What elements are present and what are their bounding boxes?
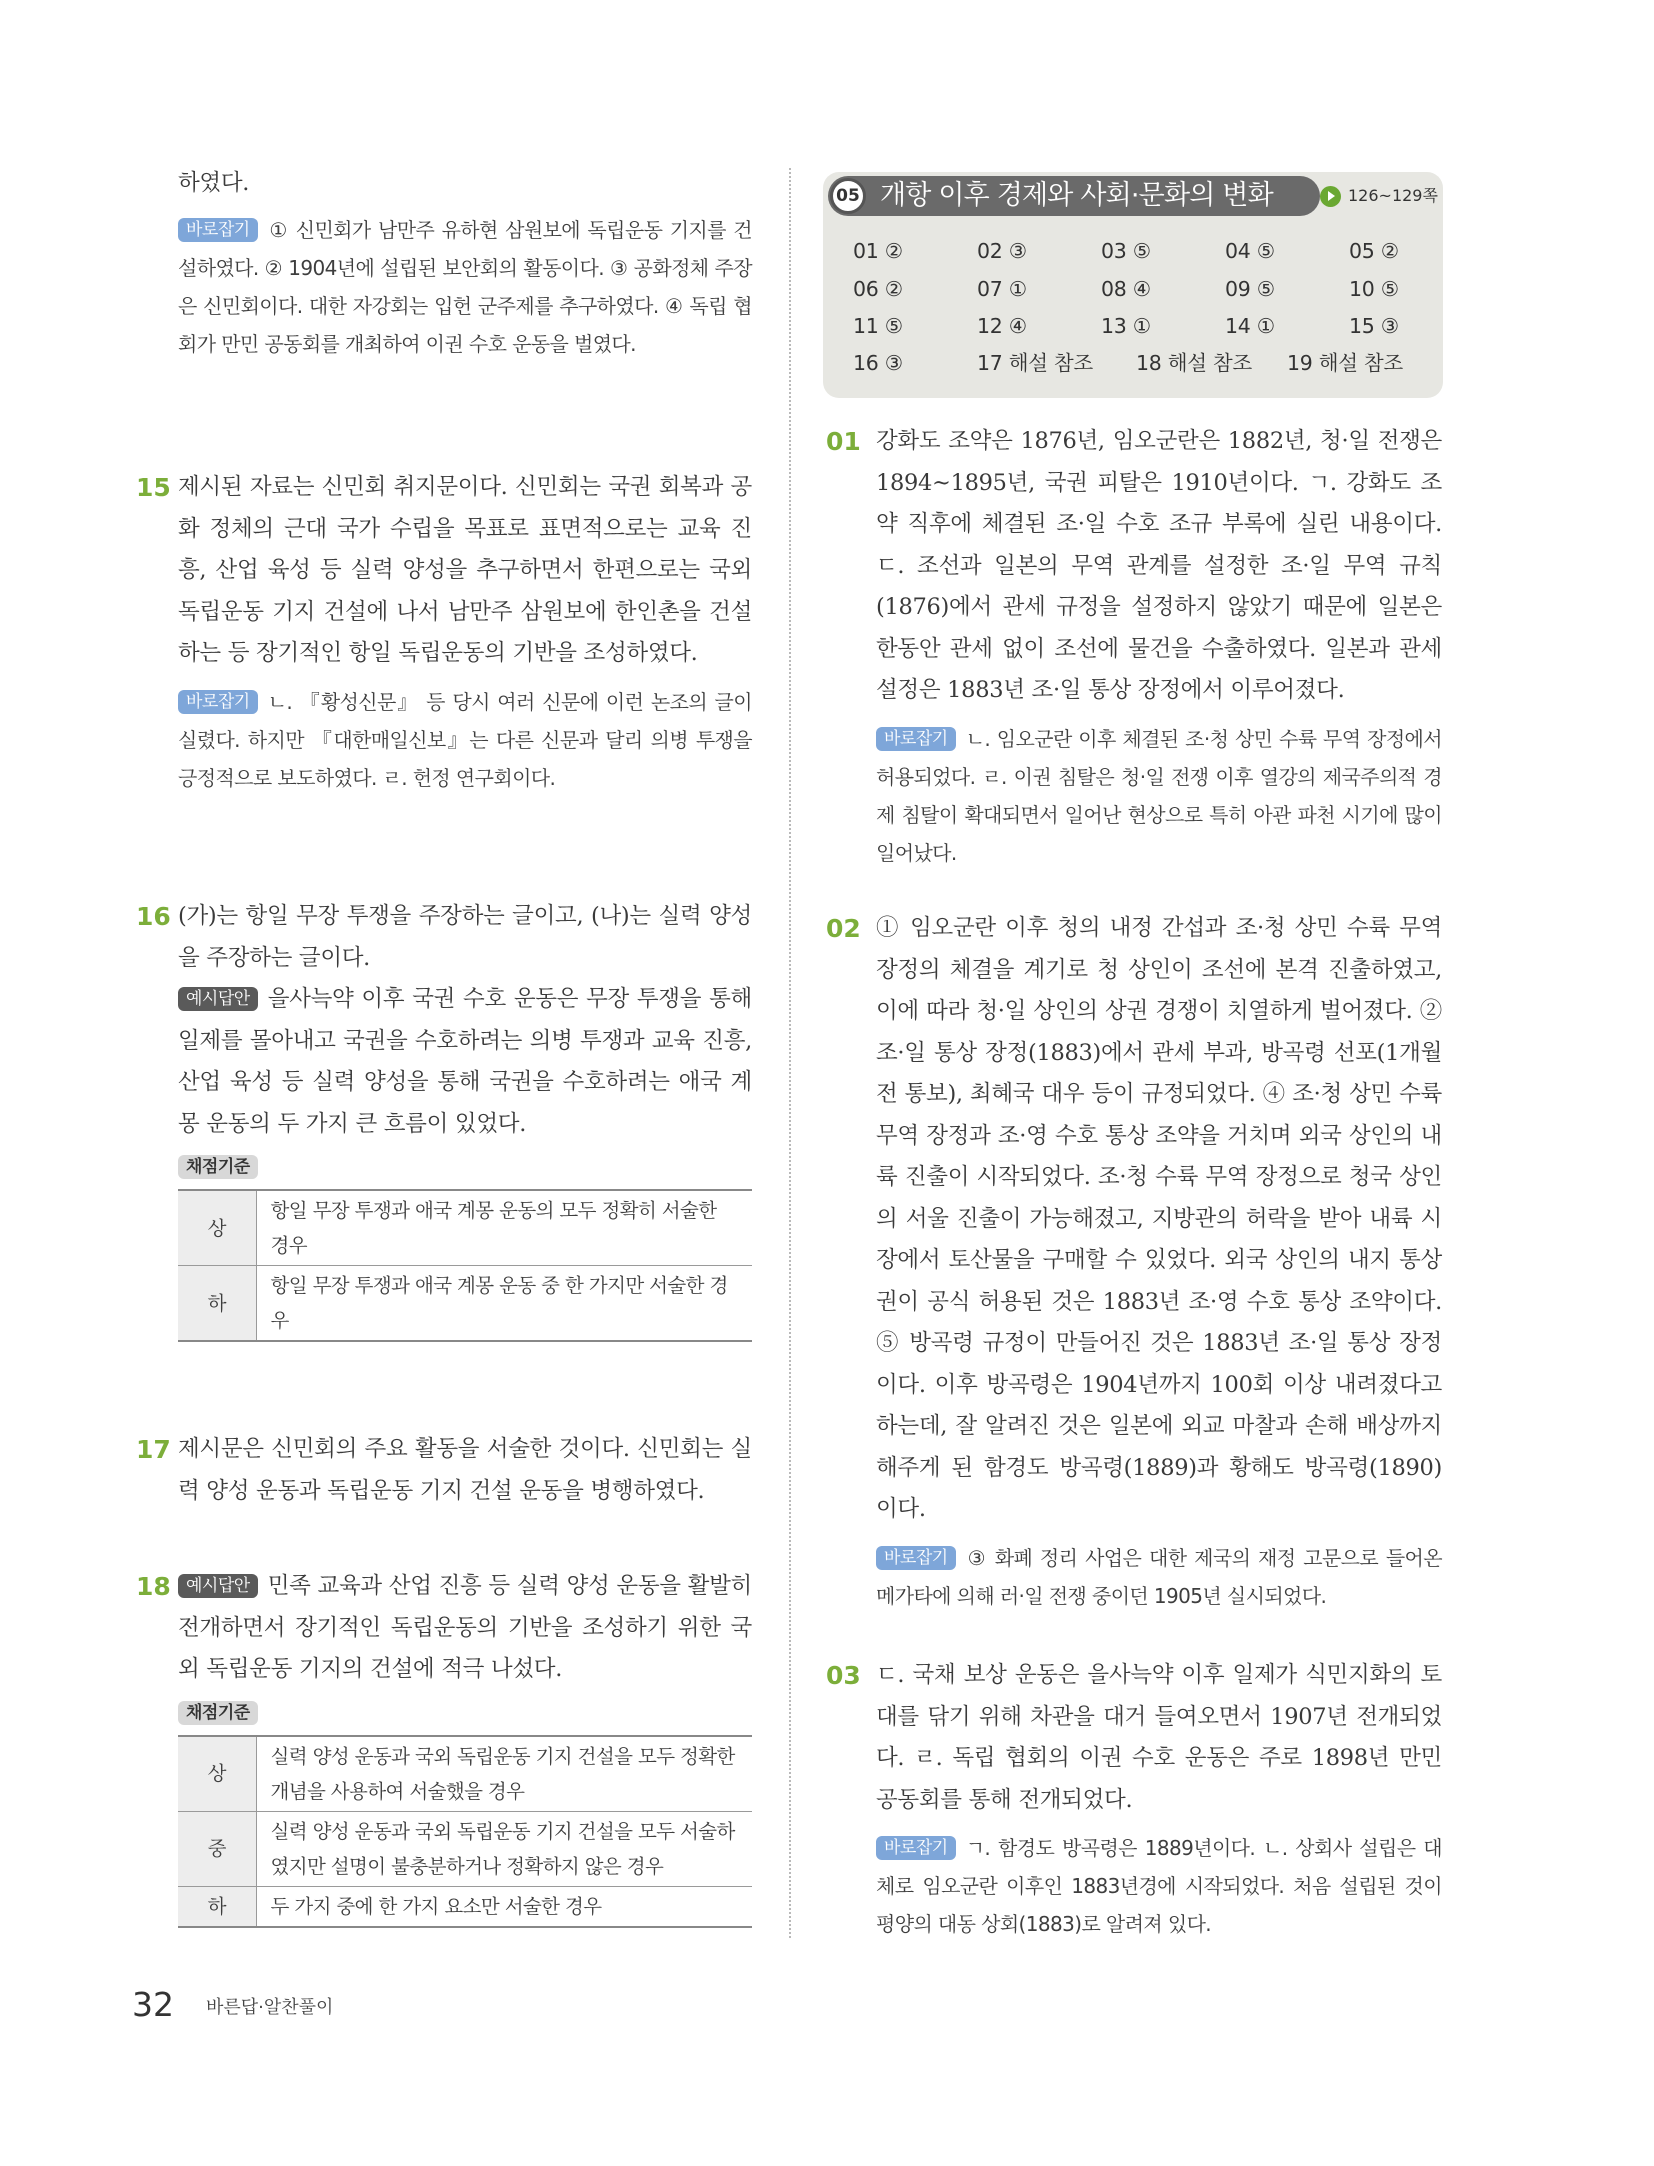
criteria-desc: 두 가지 중에 한 가지 요소만 서술한 경우 — [256, 1886, 752, 1927]
criteria-desc: 실력 양성 운동과 국외 독립운동 기지 건설을 모두 정확한 개념을 사용하여 서술했을 경우 — [256, 1736, 752, 1812]
answer-cell: 10 ⑤ — [1349, 277, 1399, 301]
q02-text: ① 임오군란 이후 청의 내정 간섭과 조·청 상민 수륙 무역 장정의 체결을 계기로 청 상인이 조선에 본격 진출하였고, 이에 따라 청·일 상인의 상권 경쟁이 치열하게 벌어졌다. ② 조·일 통상 장정(1883)에서 관세 부과, 방곡령 선포(1개월 전 통보), 최혜국 대우 등이 규정되었다. ④ 조·청 상민 수륙 무역 장정과 조·영 수호 통상 조약을 거치며 외국 상인의 내륙 진출이 시작되었다. 조·청 수륙 무역 장정으로 청국 상인의 서울 진출이 가능해졌고, 지방관의 허락을 받아 내륙 시장에서 토산물을 구매할 수 있었다. 외국 상인의 내지 통상권이 공식 허용된 것은 1883년 조·영 수호 통상 조약이다. ⑤ 방곡령 규정이 만들어진 것은 1883년 조·일 통상 장정이다. 이후 방곡령은 1904년까지 100회 이상 내려졌다고 하는데, 잘 알려진 것은 일본에 외교 마찰과 손해 배상까지 해주게 된 함경도 방곡령(1889)과 황해도 방곡령(1890)이다. — [876, 915, 1442, 1522]
fix-label: 바로잡기 — [876, 1546, 956, 1570]
q02-fix — [876, 1539, 1442, 1615]
fix-label: 바로잡기 — [178, 690, 258, 714]
answer-cell: 08 ④ — [1101, 277, 1151, 301]
fix-label: 바로잡기 — [876, 1836, 956, 1860]
answer-cell: 16 ③ — [853, 351, 903, 375]
question-number-15: 15 — [136, 473, 171, 502]
question-number-17: 17 — [136, 1435, 171, 1464]
q18-answer — [178, 1566, 752, 1691]
answer-cell: 05 ② — [1349, 239, 1399, 263]
question-18 — [178, 1566, 752, 1928]
q01-fix — [876, 720, 1442, 872]
criteria-desc: 항일 무장 투쟁과 애국 계몽 운동의 모두 정확히 서술한 경우 — [256, 1190, 752, 1266]
answer-cell: 04 ⑤ — [1225, 239, 1275, 263]
q16-answer-text: 을사늑약 이후 국권 수호 운동은 무장 투쟁을 통해 일제를 몰아내고 국권을 수호하려는 의병 투쟁과 교육 진흥, 산업 육성 등 실력 양성을 통해 국권을 수호하려는 애국 계몽 운동의 두 가지 큰 흐름이 있었다. — [178, 986, 752, 1137]
page-number: 32 — [132, 1985, 174, 2024]
answer-key-title: 개항 이후 경제와 사회·문화의 변화 — [880, 180, 1273, 211]
criteria-level: 상 — [178, 1736, 256, 1812]
q15-text: 제시된 자료는 신민회 취지문이다. 신민회는 국권 회복과 공화 정체의 근대 국가 수립을 목표로 표면적으로는 교육 진흥, 산업 육성 등 실력 양성을 추구하면서 한편으로는 국외 독립운동 기지 건설에 나서 남만주 삼원보에 한인촌을 건설하는 등 장기적인 항일 독립운동의 기반을 조성하였다. — [178, 474, 752, 666]
q03-fix — [876, 1829, 1442, 1943]
question-15 — [178, 467, 752, 797]
question-01 — [876, 421, 1442, 872]
q01-fix-text: ㄴ. 임오군란 이후 체결된 조·청 상민 수륙 무역 장정에서 허용되었다. ㄹ. 이권 침탈은 청·일 전쟁 이후 열강의 제국주의적 경제 침탈이 확대되면서 일어난 현상으로 특히 아관 파천 시기에 많이 일어났다. — [876, 726, 1442, 865]
page-range: 126~129쪽 — [1348, 186, 1438, 205]
table-row — [178, 1811, 752, 1886]
question-02 — [876, 908, 1442, 1615]
continuation-fix — [178, 211, 752, 363]
q17-text: 제시문은 신민회의 주요 활동을 서술한 것이다. 신민회는 실력 양성 운동과 독립운동 기지 건설 운동을 병행하였다. — [178, 1436, 752, 1504]
question-17 — [178, 1429, 752, 1512]
q03-fix-text: ㄱ. 함경도 방곡령은 1889년이다. ㄴ. 상회사 설립은 대체로 임오군란 이후인 1883년경에 시작되었다. 처음 설립된 것이 평양의 대동 상회(1883)로 알려져 있다. — [876, 1836, 1442, 1936]
criteria-label: 채점기준 — [178, 1155, 258, 1179]
answer-cell: 01 ② — [853, 239, 903, 263]
q16-criteria-label — [178, 1155, 752, 1179]
continuation-text: 하였다. — [178, 170, 250, 196]
answer-cell: 11 ⑤ — [853, 314, 903, 338]
answer-cell: 13 ① — [1101, 314, 1151, 338]
q18-criteria-table — [178, 1735, 752, 1928]
answer-cell: 15 ③ — [1349, 314, 1399, 338]
q01-text: 강화도 조약은 1876년, 임오군란은 1882년, 청·일 전쟁은 1894~1895년, 국권 피탈은 1910년이다. ㄱ. 강화도 조약 직후에 체결된 조·일 수호 조규 부록에 실린 내용이다. ㄷ. 조선과 일본의 무역 관계를 설정한 조·일 무역 규칙(1876)에서 관세 규정을 설정하지 않았기 때문에 일본은 한동안 관세 없이 조선에 물건을 수출하였다. 일본과 관세 설정은 1883년 조·일 통상 장정에서 이루어졌다. — [876, 428, 1442, 703]
answer-cell: 07 ① — [977, 277, 1027, 301]
question-number-18: 18 — [136, 1572, 171, 1601]
criteria-level: 상 — [178, 1190, 256, 1266]
continuation-fix-text: ① 신민회가 남만주 유하현 삼원보에 독립운동 기지를 건설하였다. ② 1904년에 설립된 보안회의 활동이다. ③ 공화정체 주장은 신민회이다. 대한 자강회는 입헌 군주제를 추구하였다. ④ 독립 협회가 만민 공동회를 개최하여 이권 수호 운동을 벌였다. — [178, 217, 752, 356]
answer-cell: 18 해설 참조 — [1136, 351, 1252, 375]
fix-label: 바로잡기 — [876, 727, 956, 751]
table-row — [178, 1266, 752, 1342]
q16-text: (가)는 항일 무장 투쟁을 주장하는 글이고, (나)는 실력 양성을 주장하는 글이다. — [178, 903, 752, 971]
answer-cell: 09 ⑤ — [1225, 277, 1275, 301]
answer-cell: 12 ④ — [977, 314, 1027, 338]
q03-text: ㄷ. 국채 보상 운동은 을사늑약 이후 일제가 식민지화의 토대를 닦기 위해 차관을 대거 들여오면서 1907년 전개되었다. ㄹ. 독립 협회의 이권 수호 운동은 주로 1898년 만민 공동회를 통해 전개되었다. — [876, 1662, 1442, 1813]
question-number-01: 01 — [826, 427, 861, 456]
answer-cell: 14 ① — [1225, 314, 1275, 338]
fix-label: 바로잡기 — [178, 218, 258, 242]
answer-cell: 06 ② — [853, 277, 903, 301]
table-row — [178, 1190, 752, 1266]
criteria-desc: 항일 무장 투쟁과 애국 계몽 운동 중 한 가지만 서술한 경우 — [256, 1266, 752, 1342]
book-title: 바른답·알찬풀이 — [206, 1997, 334, 2018]
q16-answer — [178, 979, 752, 1145]
question-03 — [876, 1655, 1442, 1943]
continuation-block — [178, 163, 752, 363]
answer-cell: 19 해설 참조 — [1287, 351, 1403, 375]
question-number-02: 02 — [826, 914, 861, 943]
answer-label: 예시답안 — [178, 987, 258, 1011]
criteria-desc: 실력 양성 운동과 국외 독립운동 기지 건설을 모두 서술하였지만 설명이 불충분하거나 정확하지 않은 경우 — [256, 1811, 752, 1886]
criteria-level: 하 — [178, 1266, 256, 1342]
q15-fix — [178, 683, 752, 797]
answer-cell: 17 해설 참조 — [977, 351, 1093, 375]
answer-cell: 02 ③ — [977, 239, 1027, 263]
q18-criteria-label — [178, 1701, 752, 1725]
answer-label: 예시답안 — [178, 1574, 258, 1598]
question-number-03: 03 — [826, 1661, 861, 1690]
criteria-level: 하 — [178, 1886, 256, 1927]
q18-answer-text: 민족 교육과 산업 진흥 등 실력 양성 운동을 활발히 전개하면서 장기적인 독립운동의 기반을 조성하기 위한 국외 독립운동 기지의 건설에 적극 나섰다. — [178, 1573, 752, 1682]
question-16 — [178, 896, 752, 1342]
criteria-level: 중 — [178, 1811, 256, 1886]
table-row — [178, 1736, 752, 1812]
chapter-badge: 05 — [830, 178, 866, 214]
table-row — [178, 1886, 752, 1927]
q15-fix-text: ㄴ. 『황성신문』 등 당시 여러 신문에 이런 논조의 글이 실렸다. 하지만 『대한매일신보』는 다른 신문과 달리 의병 투쟁을 긍정적으로 보도하였다. ㄹ. 헌정 연구회이다. — [178, 689, 752, 790]
answer-cell: 03 ⑤ — [1101, 239, 1151, 263]
criteria-label: 채점기준 — [178, 1701, 258, 1725]
play-icon — [1320, 186, 1341, 207]
q16-criteria-table — [178, 1189, 752, 1342]
column-divider — [789, 168, 791, 1938]
q02-fix-text: ③ 화폐 정리 사업은 대한 제국의 재정 고문으로 들어온 메가타에 의해 러·일 전쟁 중이던 1905년 실시되었다. — [876, 1545, 1442, 1608]
question-number-16: 16 — [136, 902, 171, 931]
